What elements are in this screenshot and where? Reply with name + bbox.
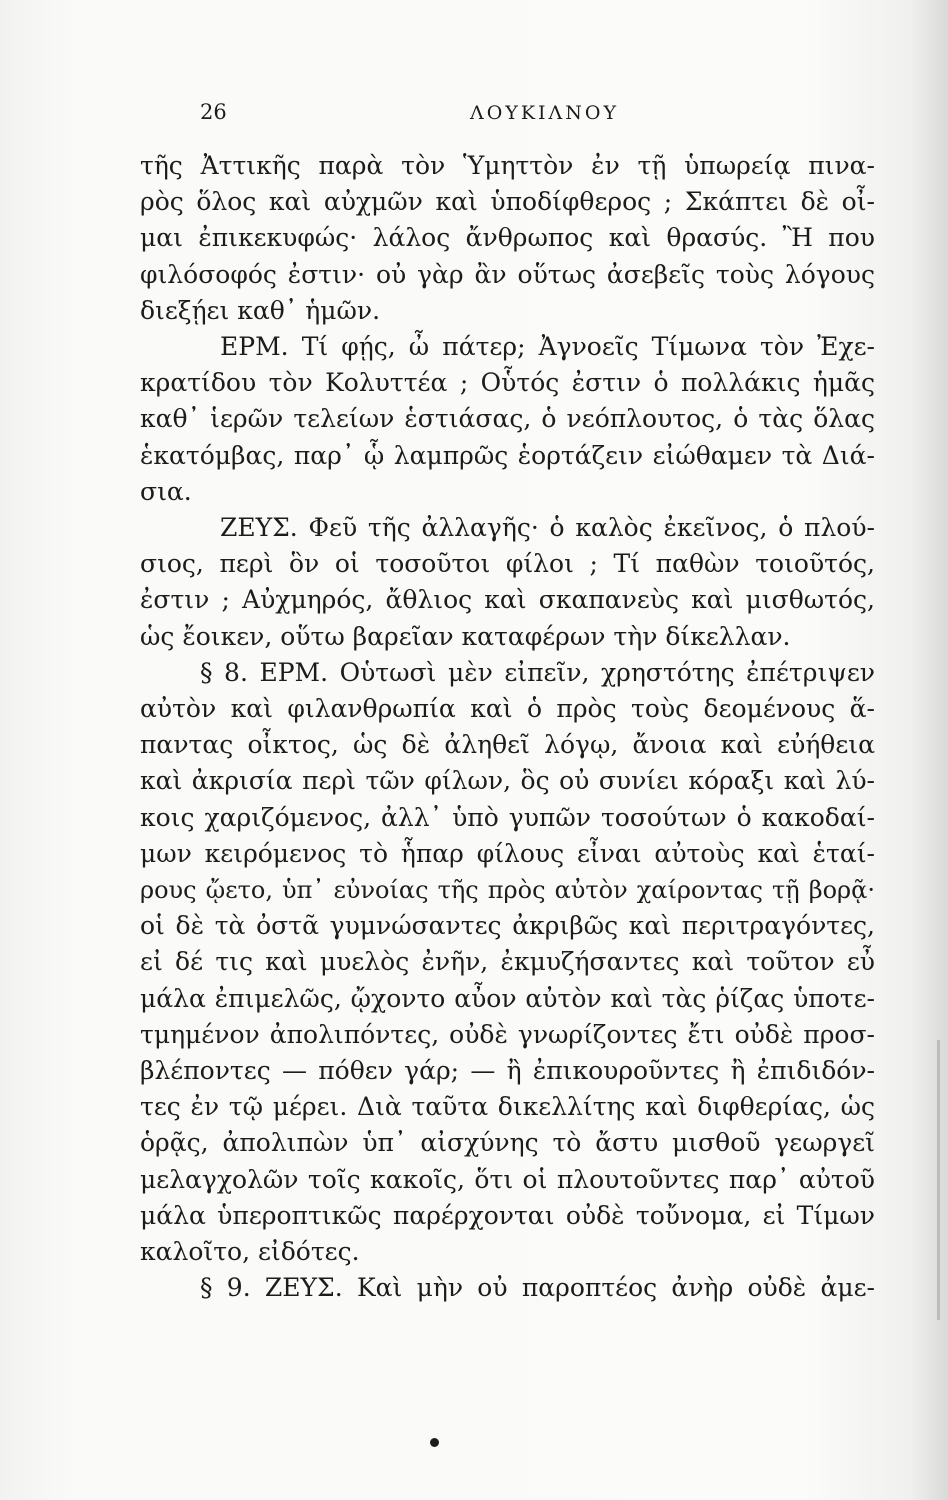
text-line: ρους ᾤετο, ὑπ᾽ εὐνοίας τῆς πρὸς αὐτὸν χαίροντας τῇ βορᾷ· — [140, 876, 875, 904]
page-edge-shadow — [937, 1040, 940, 1320]
text-line: καθ᾽ ἱερῶν τελείων ἑστιάσας, ὁ νεόπλουτος, ὁ τὰς ὅλας — [140, 404, 875, 434]
text-line: κρατίδου τὸν Κολυττέα ; Οὗτός ἐστιν ὁ πολλάκις ἡμᾶς — [140, 368, 875, 398]
text-line: βλέποντες — πόθεν γάρ; — ἢ ἐπικουροῦντες ἢ ἐπιδιδόν- — [140, 1056, 875, 1085]
text-line: ἐστιν ; Αὐχμηρός, ἄθλιος καὶ σκαπανεὺς καὶ μισθωτός, — [140, 585, 875, 615]
text-line: αὐτὸν καὶ φιλανθρωπία καὶ ὁ πρὸς τοὺς δεομένους ἅ- — [140, 694, 875, 723]
running-head: ΛΟΥΚΙΛΝΟΥ — [470, 102, 620, 124]
text-line: οἱ δὲ τὰ ὀστᾶ γυμνώσαντες ἀκριβῶς καὶ περιτραγόντες, — [140, 911, 875, 941]
text-line: κοις χαριζόμενος, ἀλλ᾽ ὑπὸ γυπῶν τοσούτων ὁ κακοδαί- — [140, 802, 875, 832]
text-line: παντας οἶκτος, ὡς δὲ ἀληθεῖ λόγῳ, ἄνοια καὶ εὐήθεια — [140, 730, 875, 760]
text-line: καὶ ἀκρισία περὶ τῶν φίλων, ὃς οὐ συνίει κόραξι καὶ λύ- — [140, 766, 875, 796]
text-line: ΖΕΥΣ. Φεῦ τῆς ἀλλαγῆς· ὁ καλὸς ἐκεῖνος, ὁ πλού- — [220, 513, 875, 542]
text-line: ἑκατόμβας, παρ᾽ ᾧ λαμπρῶς ἑορτάζειν εἰώθαμεν τὰ Διά- — [140, 440, 875, 470]
text-line: τμημένον ἀπολιπόντες, οὐδὲ γνωρίζοντες ἔτι οὐδὲ προσ- — [140, 1019, 875, 1049]
page-number: 26 — [200, 100, 227, 124]
text-line: τες ἐν τῷ μέρει. Διὰ ταῦτα δικελλίτης καὶ διφθερίας, ὡς — [140, 1092, 875, 1122]
text-line: μαι ἐπικεκυφώς· λάλος ἄνθρωπος καὶ θρασύς. Ἢ που — [140, 223, 875, 253]
text-line: § 9. ΖΕΥΣ. Καὶ μὴν οὐ παροπτέος ἀνὴρ οὐδὲ ἀμε- — [200, 1273, 875, 1303]
page-header — [200, 100, 760, 130]
printer-mark-dot — [430, 1438, 439, 1447]
text-line: καλοῖτο, εἰδότες. — [140, 1237, 360, 1266]
text-line: τῆς Ἀττικῆς παρὰ τὸν Ὑμηττὸν ἐν τῇ ὑπωρείᾳ πινα- — [140, 151, 875, 180]
text-line: μων κειρόμενος τὸ ἧπαρ φίλους εἶναι αὐτοὺς καὶ ἑταί- — [140, 838, 875, 868]
text-line: ρὸς ὅλος καὶ αὐχμῶν καὶ ὑποδίφθερος ; Σκάπτει δὲ οἶ- — [140, 187, 875, 217]
text-line: ὁρᾷς, ἀπολιπὼν ὑπ᾽ αἰσχύνης τὸ ἄστυ μισθοῦ γεωργεῖ — [140, 1128, 875, 1158]
text-line: εἰ δέ τις καὶ μυελὸς ἐνῆν, ἐκμυζήσαντες καὶ τοῦτον εὖ — [140, 947, 875, 977]
text-line: μάλα ἐπιμελῶς, ᾤχοντο αὖον αὐτὸν καὶ τὰς ῥίζας ὑποτε- — [140, 983, 875, 1013]
text-line: σια. — [140, 476, 192, 506]
text-line: μελαγχολῶν τοῖς κακοῖς, ὅτι οἱ πλουτοῦντες παρ᾽ αὐτοῦ — [140, 1164, 875, 1194]
text-line: διεξῄει καθ᾽ ἡμῶν. — [140, 295, 381, 325]
text-line: ΕΡΜ. Τί φῄς, ὦ πάτερ; Ἀγνοεῖς Τίμωνα τὸν Ἐχε- — [220, 332, 875, 361]
text-line: φιλόσοφός ἐστιν· οὐ γὰρ ἂν οὕτως ἀσεβεῖς τοὺς λόγους — [140, 259, 875, 289]
text-line: μάλα ὑπεροπτικῶς παρέρχονται οὐδὲ τοὔνομα, εἰ Τίμων — [140, 1200, 875, 1230]
text-line: § 8. ΕΡΜ. Οὑτωσὶ μὲν εἰπεῖν, χρηστότης ἐπέτριψεν — [200, 657, 875, 687]
text-line: σιος, περὶ ὃν οἱ τοσοῦτοι φίλοι ; Τί παθὼν τοιοῦτός, — [140, 549, 875, 579]
text-line: ὡς ἔοικεν, οὕτω βαρεῖαν καταφέρων τὴν δίκελλαν. — [140, 621, 791, 651]
